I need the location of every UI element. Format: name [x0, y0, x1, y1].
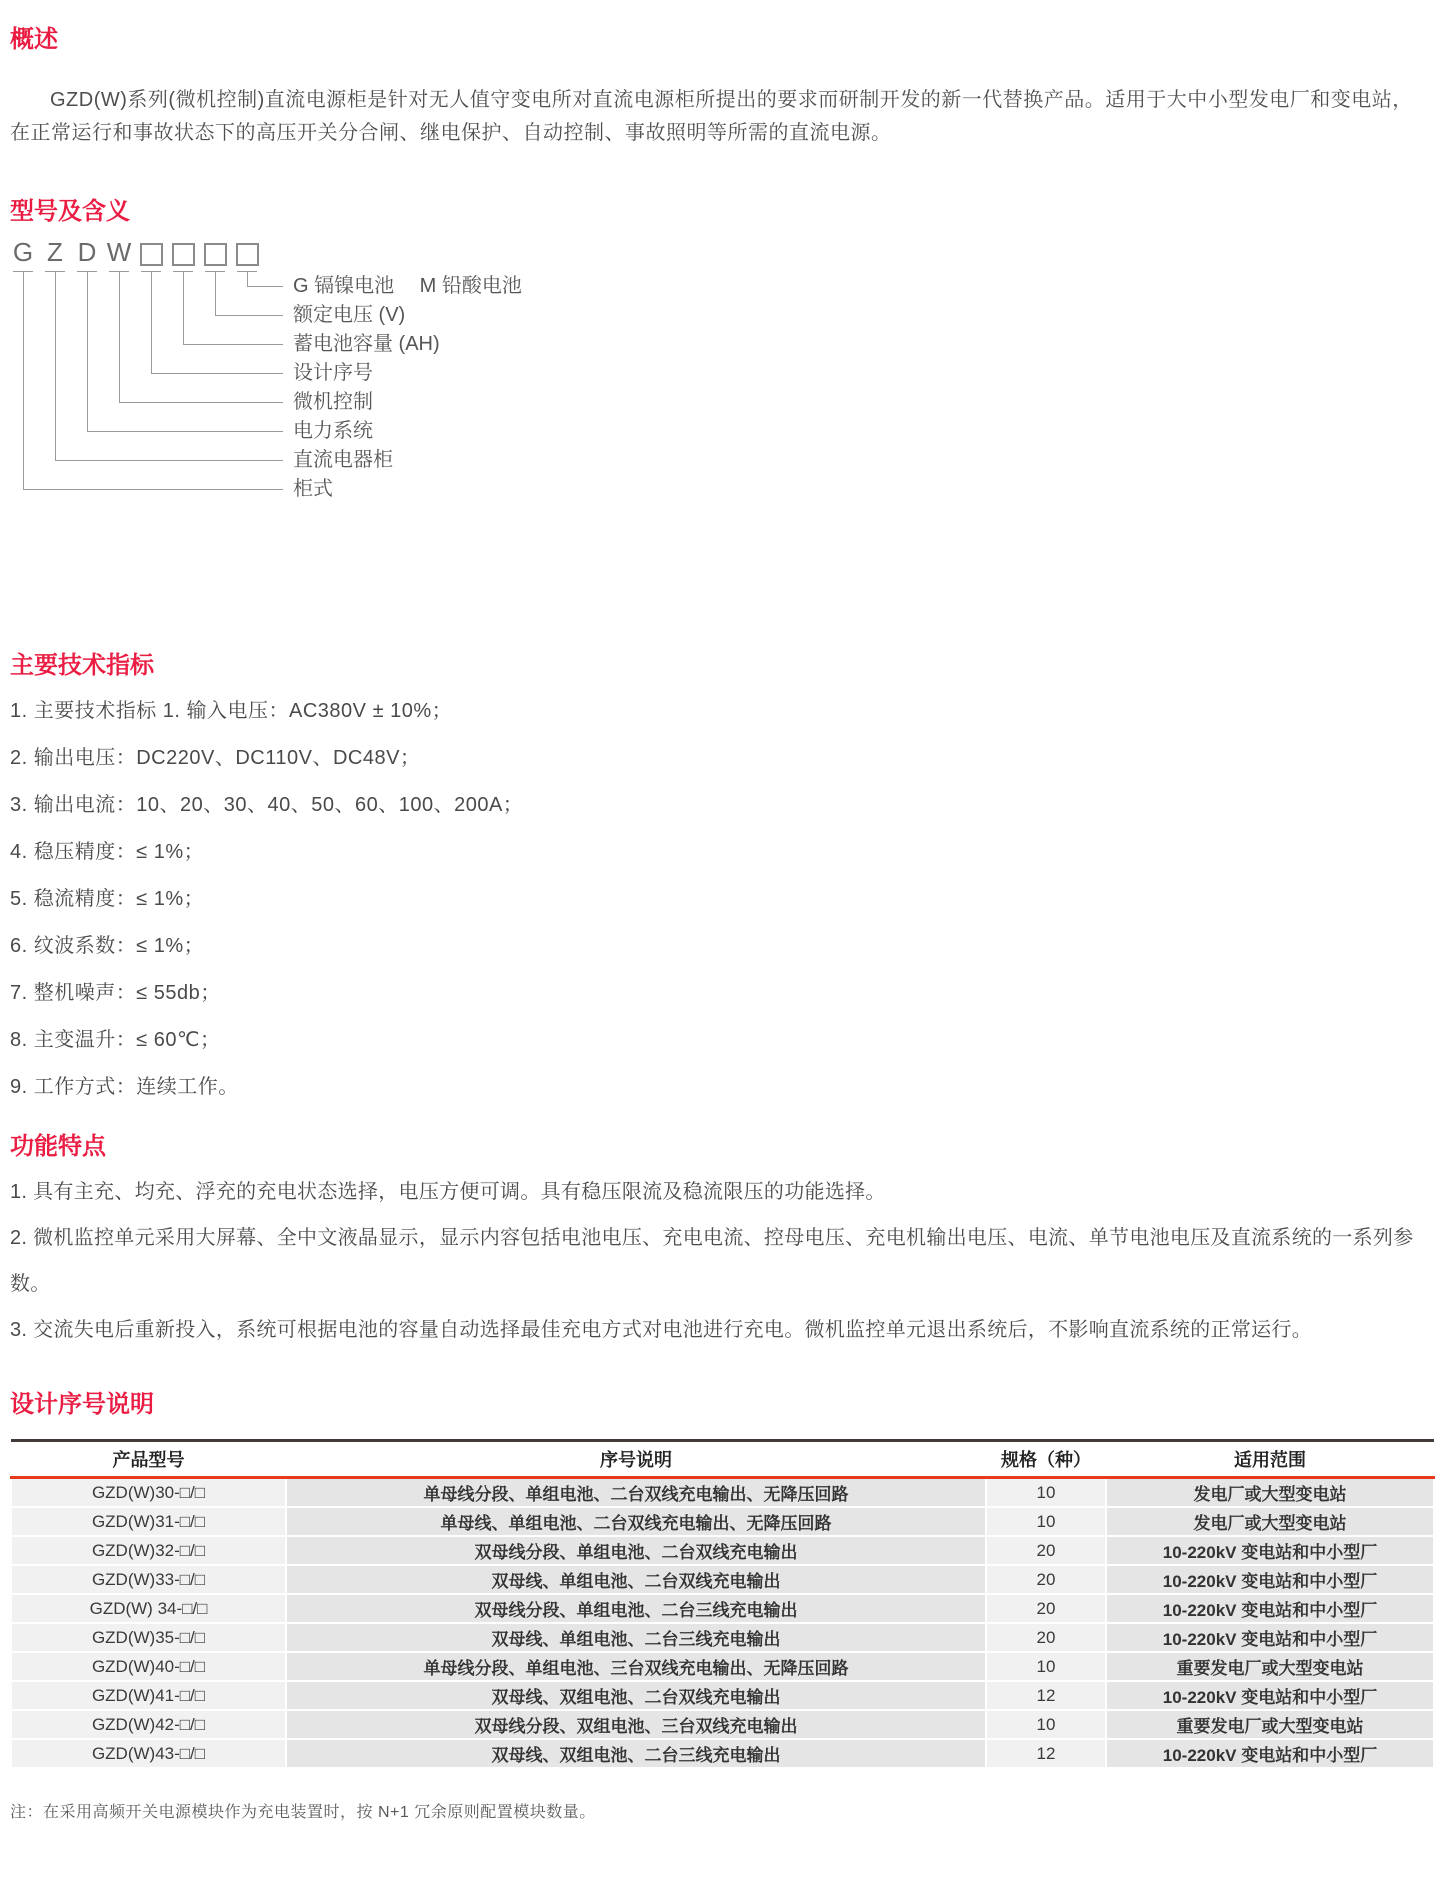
model-letter: W [106, 237, 132, 267]
model-connector-vline [151, 272, 152, 373]
model-connector-hline [247, 286, 283, 287]
model-connector-hline [183, 344, 283, 345]
column-header: 适用范围 [1106, 1441, 1434, 1478]
table-row [11, 1507, 1434, 1536]
model-box [204, 243, 227, 266]
cell-application: 10-220kV 变电站和中小型厂 [1106, 1594, 1434, 1623]
table-header-row [11, 1441, 1434, 1478]
model-label: 直流电器柜 [293, 449, 393, 471]
table-row [11, 1739, 1434, 1768]
spec-item: 8. 主变温升：≤ 60℃； [10, 1029, 221, 1051]
cell-description: 双母线、单组电池、二台双线充电输出 [286, 1565, 986, 1594]
model-label: 微机控制 [293, 391, 373, 413]
cell-description: 双母线分段、单组电池、二台三线充电输出 [286, 1594, 986, 1623]
model-connector-vline [247, 272, 248, 286]
table-row [11, 1478, 1434, 1508]
design-serial-table [10, 1439, 1435, 1769]
table-row [11, 1681, 1434, 1710]
cell-application: 10-220kV 变电站和中小型厂 [1106, 1739, 1434, 1768]
model-code-diagram [0, 238, 1443, 506]
model-connector-hline [215, 315, 283, 316]
model-connector-vline [215, 272, 216, 315]
cell-model: GZD(W)33-□/□ [11, 1565, 286, 1594]
model-letter: G [12, 237, 34, 267]
cell-model: GZD(W)35-□/□ [11, 1623, 286, 1652]
model-label: 柜式 [293, 478, 333, 500]
cell-spec-count: 20 [986, 1536, 1106, 1565]
model-connector-vline [183, 272, 184, 344]
table-row [11, 1710, 1434, 1739]
cell-spec-count: 20 [986, 1623, 1106, 1652]
cell-application: 10-220kV 变电站和中小型厂 [1106, 1681, 1434, 1710]
cell-model: GZD(W)30-□/□ [11, 1478, 286, 1508]
spec-item: 5. 稳流精度：≤ 1%； [10, 888, 205, 910]
cell-spec-count: 20 [986, 1594, 1106, 1623]
overview-heading: 概述 [10, 26, 58, 53]
cell-spec-count: 10 [986, 1507, 1106, 1536]
cell-model: GZD(W)32-□/□ [11, 1536, 286, 1565]
model-connector-hline [55, 460, 283, 461]
cell-application: 10-220kV 变电站和中小型厂 [1106, 1565, 1434, 1594]
cell-application: 重要发电厂或大型变电站 [1106, 1710, 1434, 1739]
cell-application: 10-220kV 变电站和中小型厂 [1106, 1623, 1434, 1652]
cell-spec-count: 10 [986, 1478, 1106, 1508]
model-box [172, 243, 195, 266]
spec-item: 7. 整机噪声：≤ 55db； [10, 982, 221, 1004]
feature-item: 2. 微机监控单元采用大屏幕、全中文液晶显示，显示内容包括电池电压、充电电流、控母电压、充电机输出电压、电流、单节电池电压及直流系统的一系列参数。 [10, 1227, 1414, 1295]
model-label: 电力系统 [293, 420, 373, 442]
model-connector-vline [23, 272, 24, 489]
feature-item: 3. 交流失电后重新投入，系统可根据电池的容量自动选择最佳充电方式对电池进行充电。微机监控单元退出系统后，不影响直流系统的正常运行。 [10, 1319, 1313, 1341]
model-connector-vline [87, 272, 88, 431]
spec-item: 1. 主要技术指标 1. 输入电压：AC380V ± 10%； [10, 700, 453, 722]
table-row [11, 1536, 1434, 1565]
cell-application: 10-220kV 变电站和中小型厂 [1106, 1536, 1434, 1565]
cell-description: 双母线、单组电池、二台三线充电输出 [286, 1623, 986, 1652]
spec-item: 4. 稳压精度：≤ 1%； [10, 841, 205, 863]
model-heading: 型号及含义 [10, 198, 130, 225]
bottom-padding [0, 1822, 1443, 1902]
model-connector-hline [87, 431, 283, 432]
features-list [10, 1169, 1433, 1353]
cell-description: 双母线分段、单组电池、二台双线充电输出 [286, 1536, 986, 1565]
feature-item: 1. 具有主充、均充、浮充的充电状态选择，电压方便可调。具有稳压限流及稳流限压的功能选择。 [10, 1181, 886, 1203]
table-note: 注：在采用高频开关电源模块作为充电装置时，按 N+1 冗余原则配置模块数量。 [10, 1804, 596, 1821]
overview-paragraph: GZD(W)系列(微机控制)直流电源柜是针对无人值守变电所对直流电源柜所提出的要求而研制开发的新一代替换产品。适用于大中小型发电厂和变电站，在正常运行和事故状态下的高压开关分合闸、继电保护、自动控制、事故照明等所需的直流电源。 [10, 89, 1413, 144]
model-label: 设计序号 [293, 362, 373, 384]
cell-spec-count: 20 [986, 1565, 1106, 1594]
model-label: 额定电压 (V) [293, 304, 406, 326]
column-header: 规格（种） [986, 1441, 1106, 1478]
cell-application: 发电厂或大型变电站 [1106, 1478, 1434, 1508]
cell-model: GZD(W)42-□/□ [11, 1710, 286, 1739]
table-row [11, 1565, 1434, 1594]
cell-application: 发电厂或大型变电站 [1106, 1507, 1434, 1536]
model-connector-hline [119, 402, 283, 403]
cell-application: 重要发电厂或大型变电站 [1106, 1652, 1434, 1681]
cell-model: GZD(W)31-□/□ [11, 1507, 286, 1536]
design-heading: 设计序号说明 [10, 1391, 154, 1418]
cell-description: 双母线、双组电池、二台双线充电输出 [286, 1681, 986, 1710]
model-box [140, 243, 163, 266]
table-row [11, 1652, 1434, 1681]
table-row [11, 1623, 1434, 1652]
column-header: 产品型号 [11, 1441, 286, 1478]
cell-spec-count: 10 [986, 1710, 1106, 1739]
cell-model: GZD(W)40-□/□ [11, 1652, 286, 1681]
model-connector-vline [119, 272, 120, 402]
cell-model: GZD(W)41-□/□ [11, 1681, 286, 1710]
model-label: 蓄电池容量 (AH) [293, 333, 440, 355]
spec-item: 3. 输出电流：10、20、30、40、50、60、100、200A； [10, 794, 524, 816]
model-letter: D [77, 237, 97, 267]
spec-item: 9. 工作方式：连续工作。 [10, 1076, 239, 1098]
specs-heading: 主要技术指标 [10, 652, 154, 679]
cell-description: 单母线分段、单组电池、二台双线充电输出、无降压回路 [286, 1478, 986, 1508]
specs-list [10, 688, 1433, 1111]
features-heading: 功能特点 [10, 1133, 106, 1160]
cell-spec-count: 12 [986, 1681, 1106, 1710]
model-connector-hline [151, 373, 283, 374]
cell-spec-count: 10 [986, 1652, 1106, 1681]
table-row [11, 1594, 1434, 1623]
model-connector-vline [55, 272, 56, 460]
spec-item: 2. 输出电压：DC220V、DC110V、DC48V； [10, 747, 421, 769]
model-letter: Z [47, 237, 63, 267]
cell-spec-count: 12 [986, 1739, 1106, 1768]
model-connector-hline [23, 489, 283, 490]
model-label: G 镉镍电池 M 铅酸电池 [293, 275, 522, 297]
column-header: 序号说明 [286, 1441, 986, 1478]
spec-item: 6. 纹波系数：≤ 1%； [10, 935, 205, 957]
cell-model: GZD(W)43-□/□ [11, 1739, 286, 1768]
cell-model: GZD(W) 34-□/□ [11, 1594, 286, 1623]
cell-description: 双母线分段、双组电池、三台双线充电输出 [286, 1710, 986, 1739]
model-box [236, 243, 259, 266]
cell-description: 单母线分段、单组电池、三台双线充电输出、无降压回路 [286, 1652, 986, 1681]
cell-description: 单母线、单组电池、二台双线充电输出、无降压回路 [286, 1507, 986, 1536]
cell-description: 双母线、双组电池、二台三线充电输出 [286, 1739, 986, 1768]
